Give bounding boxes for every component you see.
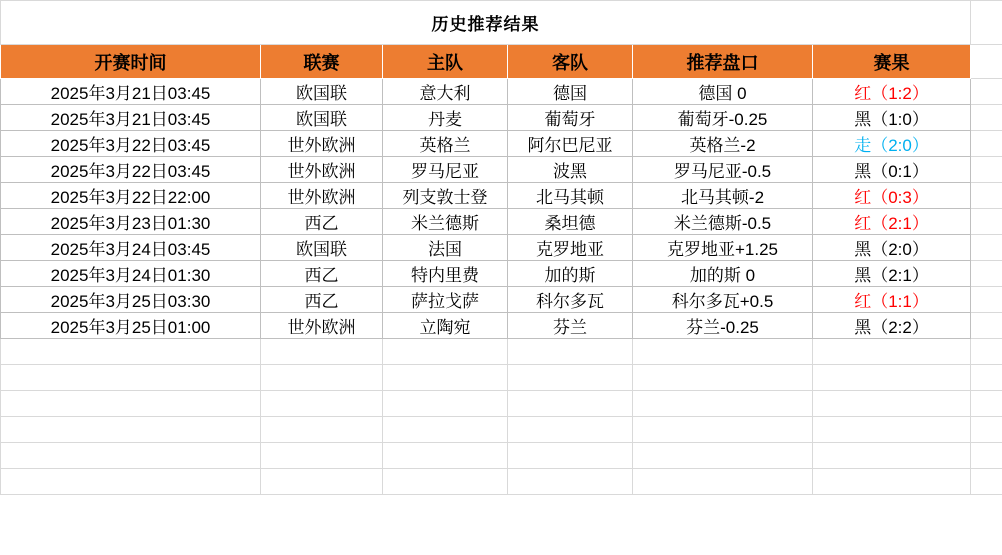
empty-cell xyxy=(261,365,383,391)
spacer-cell xyxy=(971,79,1002,105)
empty-cell xyxy=(813,339,971,365)
empty-cell xyxy=(813,469,971,495)
empty-cell xyxy=(1,443,261,469)
cell-league: 欧国联 xyxy=(261,105,383,131)
cell-league: 西乙 xyxy=(261,261,383,287)
spacer-cell xyxy=(971,313,1002,339)
cell-league: 世外欧洲 xyxy=(261,313,383,339)
cell-league: 西乙 xyxy=(261,209,383,235)
cell-result xyxy=(813,235,971,261)
cell-time: 2025年3月23日01:30 xyxy=(1,209,261,235)
result-score: （2:1） xyxy=(871,266,929,285)
column-header-away: 客队 xyxy=(508,45,633,79)
spacer-cell xyxy=(971,131,1002,157)
spacer-cell xyxy=(971,183,1002,209)
empty-cell xyxy=(383,469,508,495)
cell-time: 2025年3月22日03:45 xyxy=(1,157,261,183)
empty-cell xyxy=(383,391,508,417)
empty-cell xyxy=(508,391,633,417)
empty-cell xyxy=(1,469,261,495)
result-score: （2:2） xyxy=(871,318,929,337)
cell-league: 世外欧洲 xyxy=(261,183,383,209)
empty-cell xyxy=(813,443,971,469)
cell-result xyxy=(813,131,971,157)
cell-time: 2025年3月24日03:45 xyxy=(1,235,261,261)
spacer-cell xyxy=(971,105,1002,131)
empty-cell xyxy=(633,469,813,495)
result-label: 黑 xyxy=(854,162,872,181)
empty-cell xyxy=(971,469,1002,495)
cell-time: 2025年3月21日03:45 xyxy=(1,79,261,105)
empty-cell xyxy=(971,443,1002,469)
cell-away-team: 桑坦德 xyxy=(508,209,633,235)
empty-cell xyxy=(261,443,383,469)
empty-cell xyxy=(633,391,813,417)
cell-recommended-line: 科尔多瓦+0.5 xyxy=(633,287,813,313)
cell-time: 2025年3月25日03:30 xyxy=(1,287,261,313)
cell-recommended-line: 葡萄牙-0.25 xyxy=(633,105,813,131)
result-label: 红 xyxy=(854,214,872,233)
cell-time: 2025年3月25日01:00 xyxy=(1,313,261,339)
result-score: （0:1） xyxy=(871,162,929,181)
result-label: 黑 xyxy=(854,266,872,285)
empty-cell xyxy=(633,365,813,391)
empty-cell xyxy=(1,365,261,391)
cell-home-team: 丹麦 xyxy=(383,105,508,131)
cell-away-team: 芬兰 xyxy=(508,313,633,339)
empty-cell xyxy=(971,391,1002,417)
empty-cell xyxy=(971,339,1002,365)
empty-row xyxy=(1,443,1002,469)
empty-cell xyxy=(383,339,508,365)
table-header-row xyxy=(1,45,1002,79)
cell-home-team: 米兰德斯 xyxy=(383,209,508,235)
empty-cell xyxy=(508,365,633,391)
empty-cell xyxy=(1,391,261,417)
table-row xyxy=(1,287,1002,313)
empty-cell xyxy=(508,339,633,365)
cell-result xyxy=(813,157,971,183)
cell-recommended-line: 米兰德斯-0.5 xyxy=(633,209,813,235)
spacer-cell xyxy=(971,1,1002,45)
table-row xyxy=(1,209,1002,235)
spacer-cell xyxy=(971,209,1002,235)
empty-row xyxy=(1,417,1002,443)
cell-away-team: 阿尔巴尼亚 xyxy=(508,131,633,157)
spacer-cell xyxy=(971,157,1002,183)
page-title: 历史推荐结果 xyxy=(1,1,971,45)
cell-home-team: 罗马尼亚 xyxy=(383,157,508,183)
empty-cell xyxy=(261,339,383,365)
cell-recommended-line: 北马其顿-2 xyxy=(633,183,813,209)
cell-result xyxy=(813,183,971,209)
cell-result xyxy=(813,79,971,105)
cell-away-team: 科尔多瓦 xyxy=(508,287,633,313)
cell-recommended-line: 芬兰-0.25 xyxy=(633,313,813,339)
cell-league: 世外欧洲 xyxy=(261,157,383,183)
spacer-cell xyxy=(971,45,1002,79)
empty-row xyxy=(1,469,1002,495)
empty-cell xyxy=(508,443,633,469)
result-label: 走 xyxy=(854,136,872,155)
cell-home-team: 立陶宛 xyxy=(383,313,508,339)
result-label: 黑 xyxy=(854,110,872,129)
table-row xyxy=(1,157,1002,183)
empty-row xyxy=(1,339,1002,365)
empty-cell xyxy=(813,365,971,391)
cell-away-team: 葡萄牙 xyxy=(508,105,633,131)
cell-home-team: 英格兰 xyxy=(383,131,508,157)
spacer-cell xyxy=(971,287,1002,313)
spacer-cell xyxy=(971,261,1002,287)
empty-cell xyxy=(261,391,383,417)
result-score: （1:1） xyxy=(871,292,929,311)
result-label: 红 xyxy=(854,292,872,311)
cell-recommended-line: 德国 0 xyxy=(633,79,813,105)
empty-row xyxy=(1,391,1002,417)
empty-cell xyxy=(261,469,383,495)
empty-cell xyxy=(813,417,971,443)
result-score: （0:3） xyxy=(871,188,929,207)
empty-cell xyxy=(633,443,813,469)
result-score: （2:1） xyxy=(871,214,929,233)
cell-time: 2025年3月24日01:30 xyxy=(1,261,261,287)
result-score: （1:0） xyxy=(871,110,929,129)
empty-cell xyxy=(633,417,813,443)
empty-cell xyxy=(813,391,971,417)
empty-cell xyxy=(261,417,383,443)
empty-cell xyxy=(508,417,633,443)
empty-cell xyxy=(1,417,261,443)
result-score: （1:2） xyxy=(871,84,929,103)
cell-result xyxy=(813,261,971,287)
empty-cell xyxy=(508,469,633,495)
cell-recommended-line: 罗马尼亚-0.5 xyxy=(633,157,813,183)
empty-cell xyxy=(383,443,508,469)
cell-home-team: 萨拉戈萨 xyxy=(383,287,508,313)
column-header-result: 赛果 xyxy=(813,45,971,79)
empty-cell xyxy=(971,365,1002,391)
cell-away-team: 北马其顿 xyxy=(508,183,633,209)
result-label: 黑 xyxy=(854,318,872,337)
cell-time: 2025年3月22日22:00 xyxy=(1,183,261,209)
column-header-time: 开赛时间 xyxy=(1,45,261,79)
cell-away-team: 克罗地亚 xyxy=(508,235,633,261)
cell-result xyxy=(813,105,971,131)
cell-away-team: 波黑 xyxy=(508,157,633,183)
cell-recommended-line: 加的斯 0 xyxy=(633,261,813,287)
cell-recommended-line: 克罗地亚+1.25 xyxy=(633,235,813,261)
result-score: （2:0） xyxy=(871,136,929,155)
cell-league: 欧国联 xyxy=(261,79,383,105)
cell-home-team: 列支敦士登 xyxy=(383,183,508,209)
cell-result xyxy=(813,209,971,235)
column-header-line: 推荐盘口 xyxy=(633,45,813,79)
result-label: 红 xyxy=(854,84,872,103)
column-header-home: 主队 xyxy=(383,45,508,79)
table-row xyxy=(1,131,1002,157)
cell-time: 2025年3月22日03:45 xyxy=(1,131,261,157)
cell-home-team: 特内里费 xyxy=(383,261,508,287)
table-row xyxy=(1,261,1002,287)
empty-cell xyxy=(383,417,508,443)
cell-time: 2025年3月21日03:45 xyxy=(1,105,261,131)
empty-cell xyxy=(633,339,813,365)
table-row xyxy=(1,105,1002,131)
cell-result xyxy=(813,287,971,313)
cell-home-team: 法国 xyxy=(383,235,508,261)
empty-cell xyxy=(1,339,261,365)
cell-league: 世外欧洲 xyxy=(261,131,383,157)
table-row xyxy=(1,183,1002,209)
result-label: 红 xyxy=(854,188,872,207)
table-row xyxy=(1,79,1002,105)
table-row xyxy=(1,313,1002,339)
result-label: 黑 xyxy=(854,240,872,259)
cell-recommended-line: 英格兰-2 xyxy=(633,131,813,157)
empty-cell xyxy=(383,365,508,391)
cell-league: 欧国联 xyxy=(261,235,383,261)
cell-league: 西乙 xyxy=(261,287,383,313)
empty-cell xyxy=(971,417,1002,443)
spacer-cell xyxy=(971,235,1002,261)
result-score: （2:0） xyxy=(871,240,929,259)
empty-row xyxy=(1,365,1002,391)
column-header-league: 联赛 xyxy=(261,45,383,79)
cell-away-team: 德国 xyxy=(508,79,633,105)
cell-result xyxy=(813,313,971,339)
table-row xyxy=(1,235,1002,261)
cell-home-team: 意大利 xyxy=(383,79,508,105)
cell-away-team: 加的斯 xyxy=(508,261,633,287)
title-row xyxy=(1,1,1002,45)
